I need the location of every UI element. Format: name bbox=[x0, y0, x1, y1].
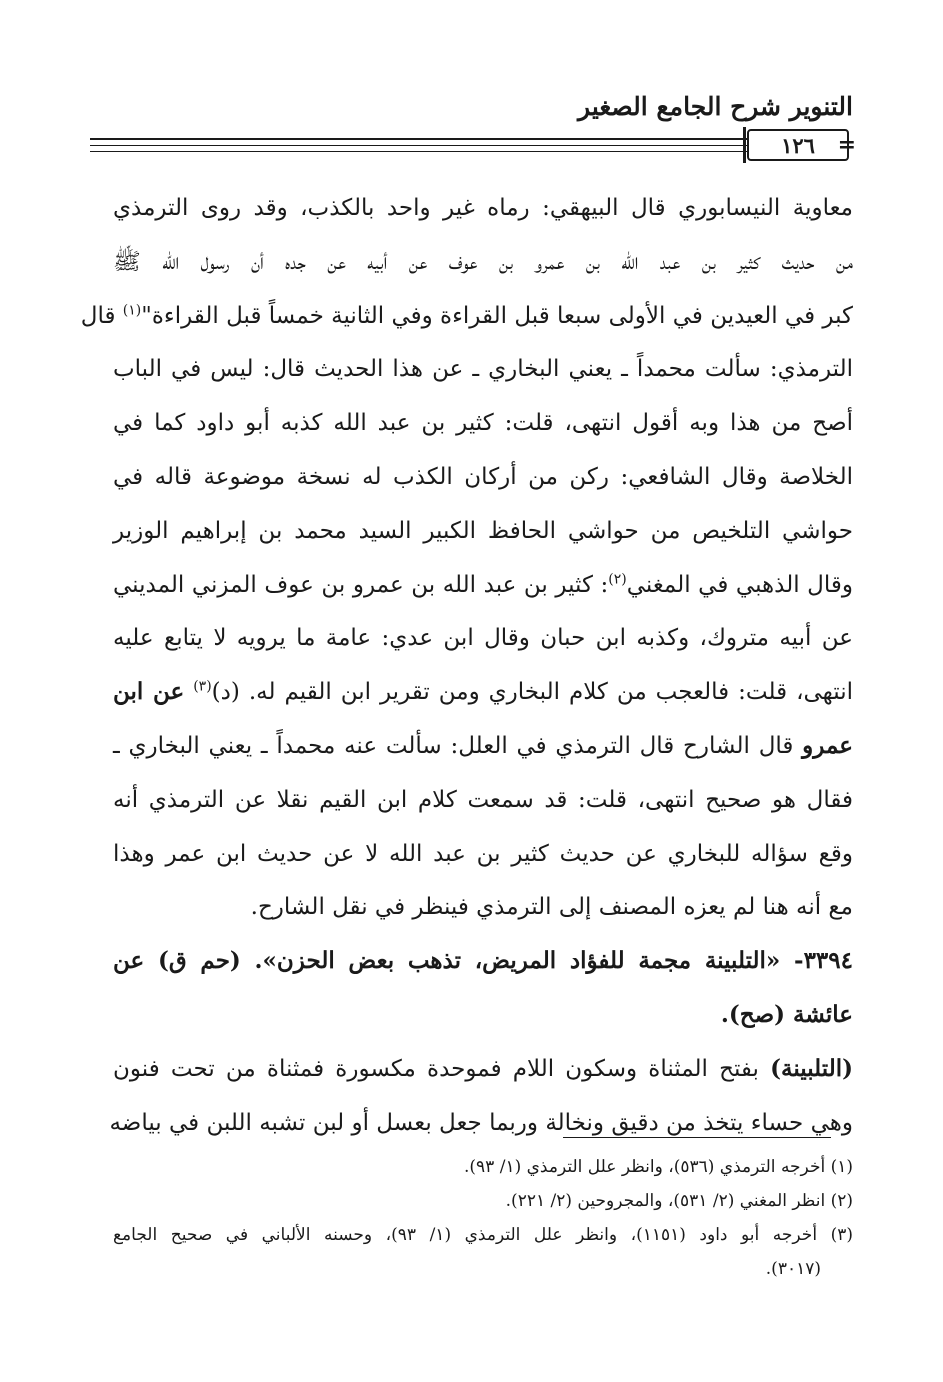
text-line bbox=[113, 887, 853, 941]
footnotes bbox=[113, 1150, 853, 1286]
body-text bbox=[80, 188, 853, 1156]
text-line bbox=[113, 726, 853, 780]
bold-text: عمرو bbox=[802, 731, 853, 759]
footnote-separator bbox=[563, 1137, 831, 1138]
text-segment: قال bbox=[80, 302, 123, 329]
text-line bbox=[109, 1103, 853, 1157]
header-rule bbox=[90, 138, 831, 140]
text-segment: كبر في العيدين في الأولى سبعا قبل القراءة وفي الثانية خمساً قبل القراءة" bbox=[141, 302, 853, 329]
text-segment bbox=[184, 679, 193, 705]
header-rule bbox=[90, 145, 831, 146]
text-segment: من حديث كثير بن عبد الله بن عمرو بن عوف عن أبيه عن جده أن رسول الله ﷺ bbox=[113, 248, 853, 275]
header-corner-mark: = bbox=[837, 132, 856, 158]
running-title: التنوير شرح الجامع الصغير bbox=[578, 92, 853, 121]
text-line bbox=[113, 780, 853, 834]
text-segment: الخلاصة وقال الشافعي: ركن من أركان الكذب له نسخة موضوعة قاله في bbox=[113, 463, 853, 490]
header-rule bbox=[90, 151, 831, 152]
text-line bbox=[113, 672, 853, 726]
footnote: (٢) انظر المغني (٢/ ٥٣١)، والمجروحين (٢/ ٢٢١). bbox=[505, 1191, 853, 1211]
text-line bbox=[113, 403, 853, 457]
hadith-heading-line bbox=[113, 995, 853, 1049]
text-segment: حواشي التلخيص من حواشي الحافظ الكبير السيد محمد بن إبراهيم الوزير bbox=[113, 517, 853, 544]
text-segment: انتهى، قلت: فالعجب من كلام البخاري ومن تقرير ابن القيم له. (د) bbox=[211, 679, 853, 706]
text-segment: أصح من هذا وبه أقول انتهى، قلت: كثير بن عبد الله كذبه أبو داود كما في bbox=[113, 410, 853, 437]
text-line bbox=[113, 349, 853, 403]
bold-text: عائشة (صح). bbox=[720, 1000, 853, 1028]
hadith-heading-line bbox=[113, 941, 853, 995]
text-line bbox=[113, 1049, 853, 1103]
text-segment: بفتح المثناة وسكون اللام فموحدة مكسورة فمثناة من تحت فنون bbox=[113, 1055, 771, 1082]
footnote: (١) أخرجه الترمذي (٥٣٦)، وانظر علل الترمذي (١/ ٩٣). bbox=[464, 1157, 853, 1177]
footnote-reference: (١) bbox=[122, 301, 142, 318]
text-line bbox=[113, 511, 853, 565]
text-segment: فقال هو صحيح انتهى، قلت: قد سمعت كلام ابن القيم نقلا عن الترمذي أنه bbox=[113, 786, 853, 813]
text-line bbox=[113, 242, 853, 296]
text-segment: : كثير بن عبد الله بن عمرو بن عوف المزني المديني bbox=[113, 571, 609, 598]
footnote-reference: (٣) bbox=[193, 678, 212, 695]
bold-text: عن ابن bbox=[113, 678, 185, 706]
text-segment: الترمذي: سألت محمداً ـ يعني البخاري ـ عن هذا الحديث قال: ليس في الباب bbox=[113, 356, 853, 383]
page-number: ١٢٦ bbox=[747, 129, 849, 161]
text-line bbox=[113, 188, 853, 242]
footnote-reference: (٢) bbox=[608, 570, 627, 587]
bold-text: (التلبينة) bbox=[770, 1054, 853, 1082]
text-segment: وقع سؤاله للبخاري عن حديث كثير بن عبد الله لا عن حديث ابن عمر وهذا bbox=[113, 840, 853, 867]
bold-text: ٣٣٩٤- «التلبينة مجمة للفؤاد المريض، تذهب بعض الحزن». (حم ق) عن bbox=[113, 947, 853, 975]
text-segment: معاوية النيسابوري قال البيهقي: رماه غير واحد بالكذب، وقد روى الترمذي bbox=[113, 195, 853, 221]
text-line bbox=[80, 296, 853, 350]
text-segment: قال الشارح قال الترمذي في العلل: سألت عنه محمداً ـ يعني البخاري ـ bbox=[113, 732, 803, 759]
text-segment: عن أبيه متروك، وكذبه ابن حبان وقال ابن عدي: عامة ما يرويه لا يتابع عليه bbox=[113, 625, 853, 652]
footnote-continuation: (٣٠١٧). bbox=[765, 1259, 821, 1279]
text-line bbox=[113, 565, 853, 619]
text-line bbox=[113, 457, 853, 511]
text-line bbox=[113, 618, 853, 672]
text-line bbox=[113, 834, 853, 888]
footnote: (٣) أخرجه أبو داود (١١٥١)، وانظر علل الترمذي (١/ ٩٣)، وحسنه الألباني في صحيح الجامع bbox=[113, 1225, 853, 1245]
text-segment: وقال الذهبي في المغني bbox=[626, 571, 853, 598]
text-segment: مع أنه هنا لم يعزه المصنف إلى الترمذي فينظر في نقل الشارح. bbox=[250, 894, 853, 921]
text-segment: وهي حساء يتخذ من دقيق ونخالة وربما جعل بعسل أو لبن تشبه اللبن في بياضه bbox=[109, 1109, 853, 1136]
